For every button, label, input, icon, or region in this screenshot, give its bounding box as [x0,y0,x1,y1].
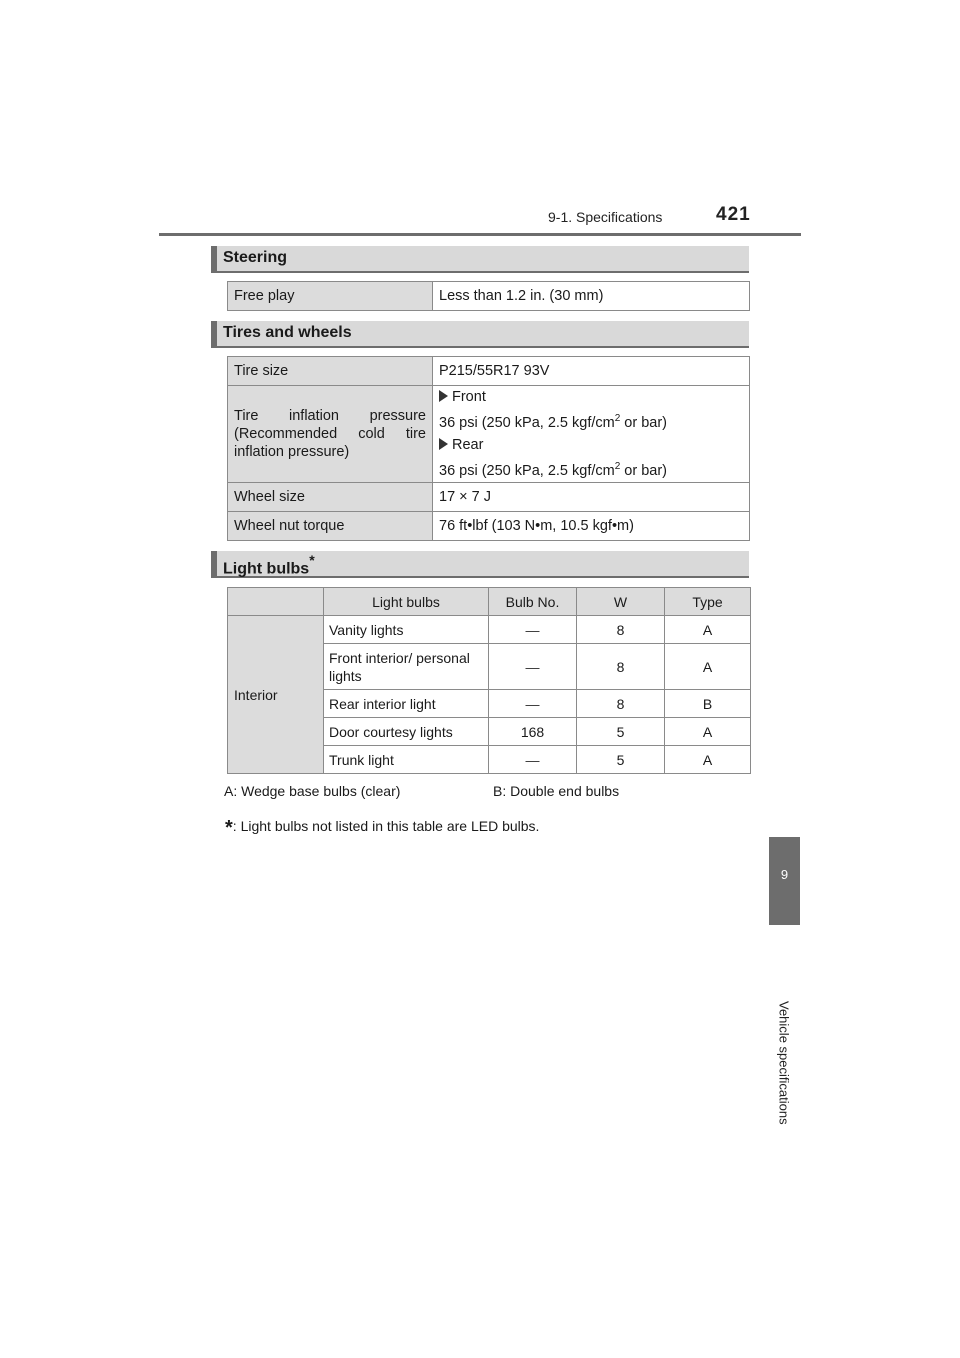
asterisk-mark: * [309,552,315,568]
bulb-name: Front interior/ personal lights [324,644,489,690]
header-empty-cell [228,588,324,616]
table-row [228,483,750,512]
tires-title: Tires and wheels [223,324,352,341]
bulb-no: — [489,690,577,718]
asterisk-mark: * [225,817,233,839]
table-row [228,282,750,311]
heading-accent [211,321,217,346]
heading-accent [211,551,217,576]
light-bulbs-heading [211,551,749,578]
category-interior: Interior [228,616,324,774]
bulb-w: 5 [577,718,665,746]
col-light-bulbs: Light bulbs [324,588,489,616]
bulb-w: 8 [577,644,665,690]
tires-heading [211,321,749,348]
bulb-name: Rear interior light [324,690,489,718]
wheel-size-value: 17 × 7 J [433,483,750,512]
page-number: 421 [716,204,751,225]
section-title: 9-1. Specifications [548,209,663,225]
bulb-type: A [665,644,751,690]
footnote: *: Light bulbs not listed in this table are LED bulbs. [225,817,540,839]
bulb-type: B [665,690,751,718]
table-row [228,512,750,541]
bulb-w: 5 [577,746,665,774]
steering-title: Steering [223,249,288,266]
bulb-w: 8 [577,616,665,644]
pressure-label: Tire inflation pressure (Recommended cold tire inflation pressure) [228,386,433,483]
steering-table [227,281,750,311]
wheel-nut-value: 76 ft•lbf (103 N•m, 10.5 kgf•m) [433,512,750,541]
bulb-type: A [665,746,751,774]
rear-heading: Rear [439,434,743,456]
bulb-name: Trunk light [324,746,489,774]
table-header-row [228,588,751,616]
bulb-type: A [665,616,751,644]
wheel-nut-label: Wheel nut torque [228,512,433,541]
arrow-right-icon [439,438,448,450]
arrow-right-icon [439,390,448,402]
light-bulbs-table [227,587,751,774]
legend-a: A: Wedge base bulbs (clear) [224,783,401,799]
tire-size-value: P215/55R17 93V [433,357,750,386]
bulb-no: 168 [489,718,577,746]
front-pressure: 36 psi (250 kPa, 2.5 kgf/$cm^2$ or bar) [439,413,668,431]
wheel-size-label: Wheel size [228,483,433,512]
light-bulbs-title: Light bulbs* [223,552,315,578]
col-type: Type [665,588,751,616]
tires-table [227,356,750,541]
rear-pressure: 36 psi (250 kPa, 2.5 kgf/$cm^2$ or bar) [439,461,668,479]
table-row [228,386,750,483]
front-heading: Front [439,386,743,408]
steering-heading [211,246,749,273]
bulb-no: — [489,644,577,690]
table-row [228,616,751,644]
table-row [228,357,750,386]
pressure-value [433,386,750,483]
heading-accent [211,246,217,271]
bulb-name: Vanity lights [324,616,489,644]
col-w: W [577,588,665,616]
free-play-label: Free play [228,282,433,311]
bulb-no: — [489,616,577,644]
free-play-value: Less than 1.2 in. (30 mm) [433,282,750,311]
legend-b: B: Double end bulbs [493,783,620,799]
chapter-number: 9 [780,867,789,882]
bulb-name: Door courtesy lights [324,718,489,746]
bulb-type: A [665,718,751,746]
tire-size-label: Tire size [228,357,433,386]
bulb-no: — [489,746,577,774]
bulb-w: 8 [577,690,665,718]
header-divider [159,233,801,236]
col-bulb-no: Bulb No. [489,588,577,616]
